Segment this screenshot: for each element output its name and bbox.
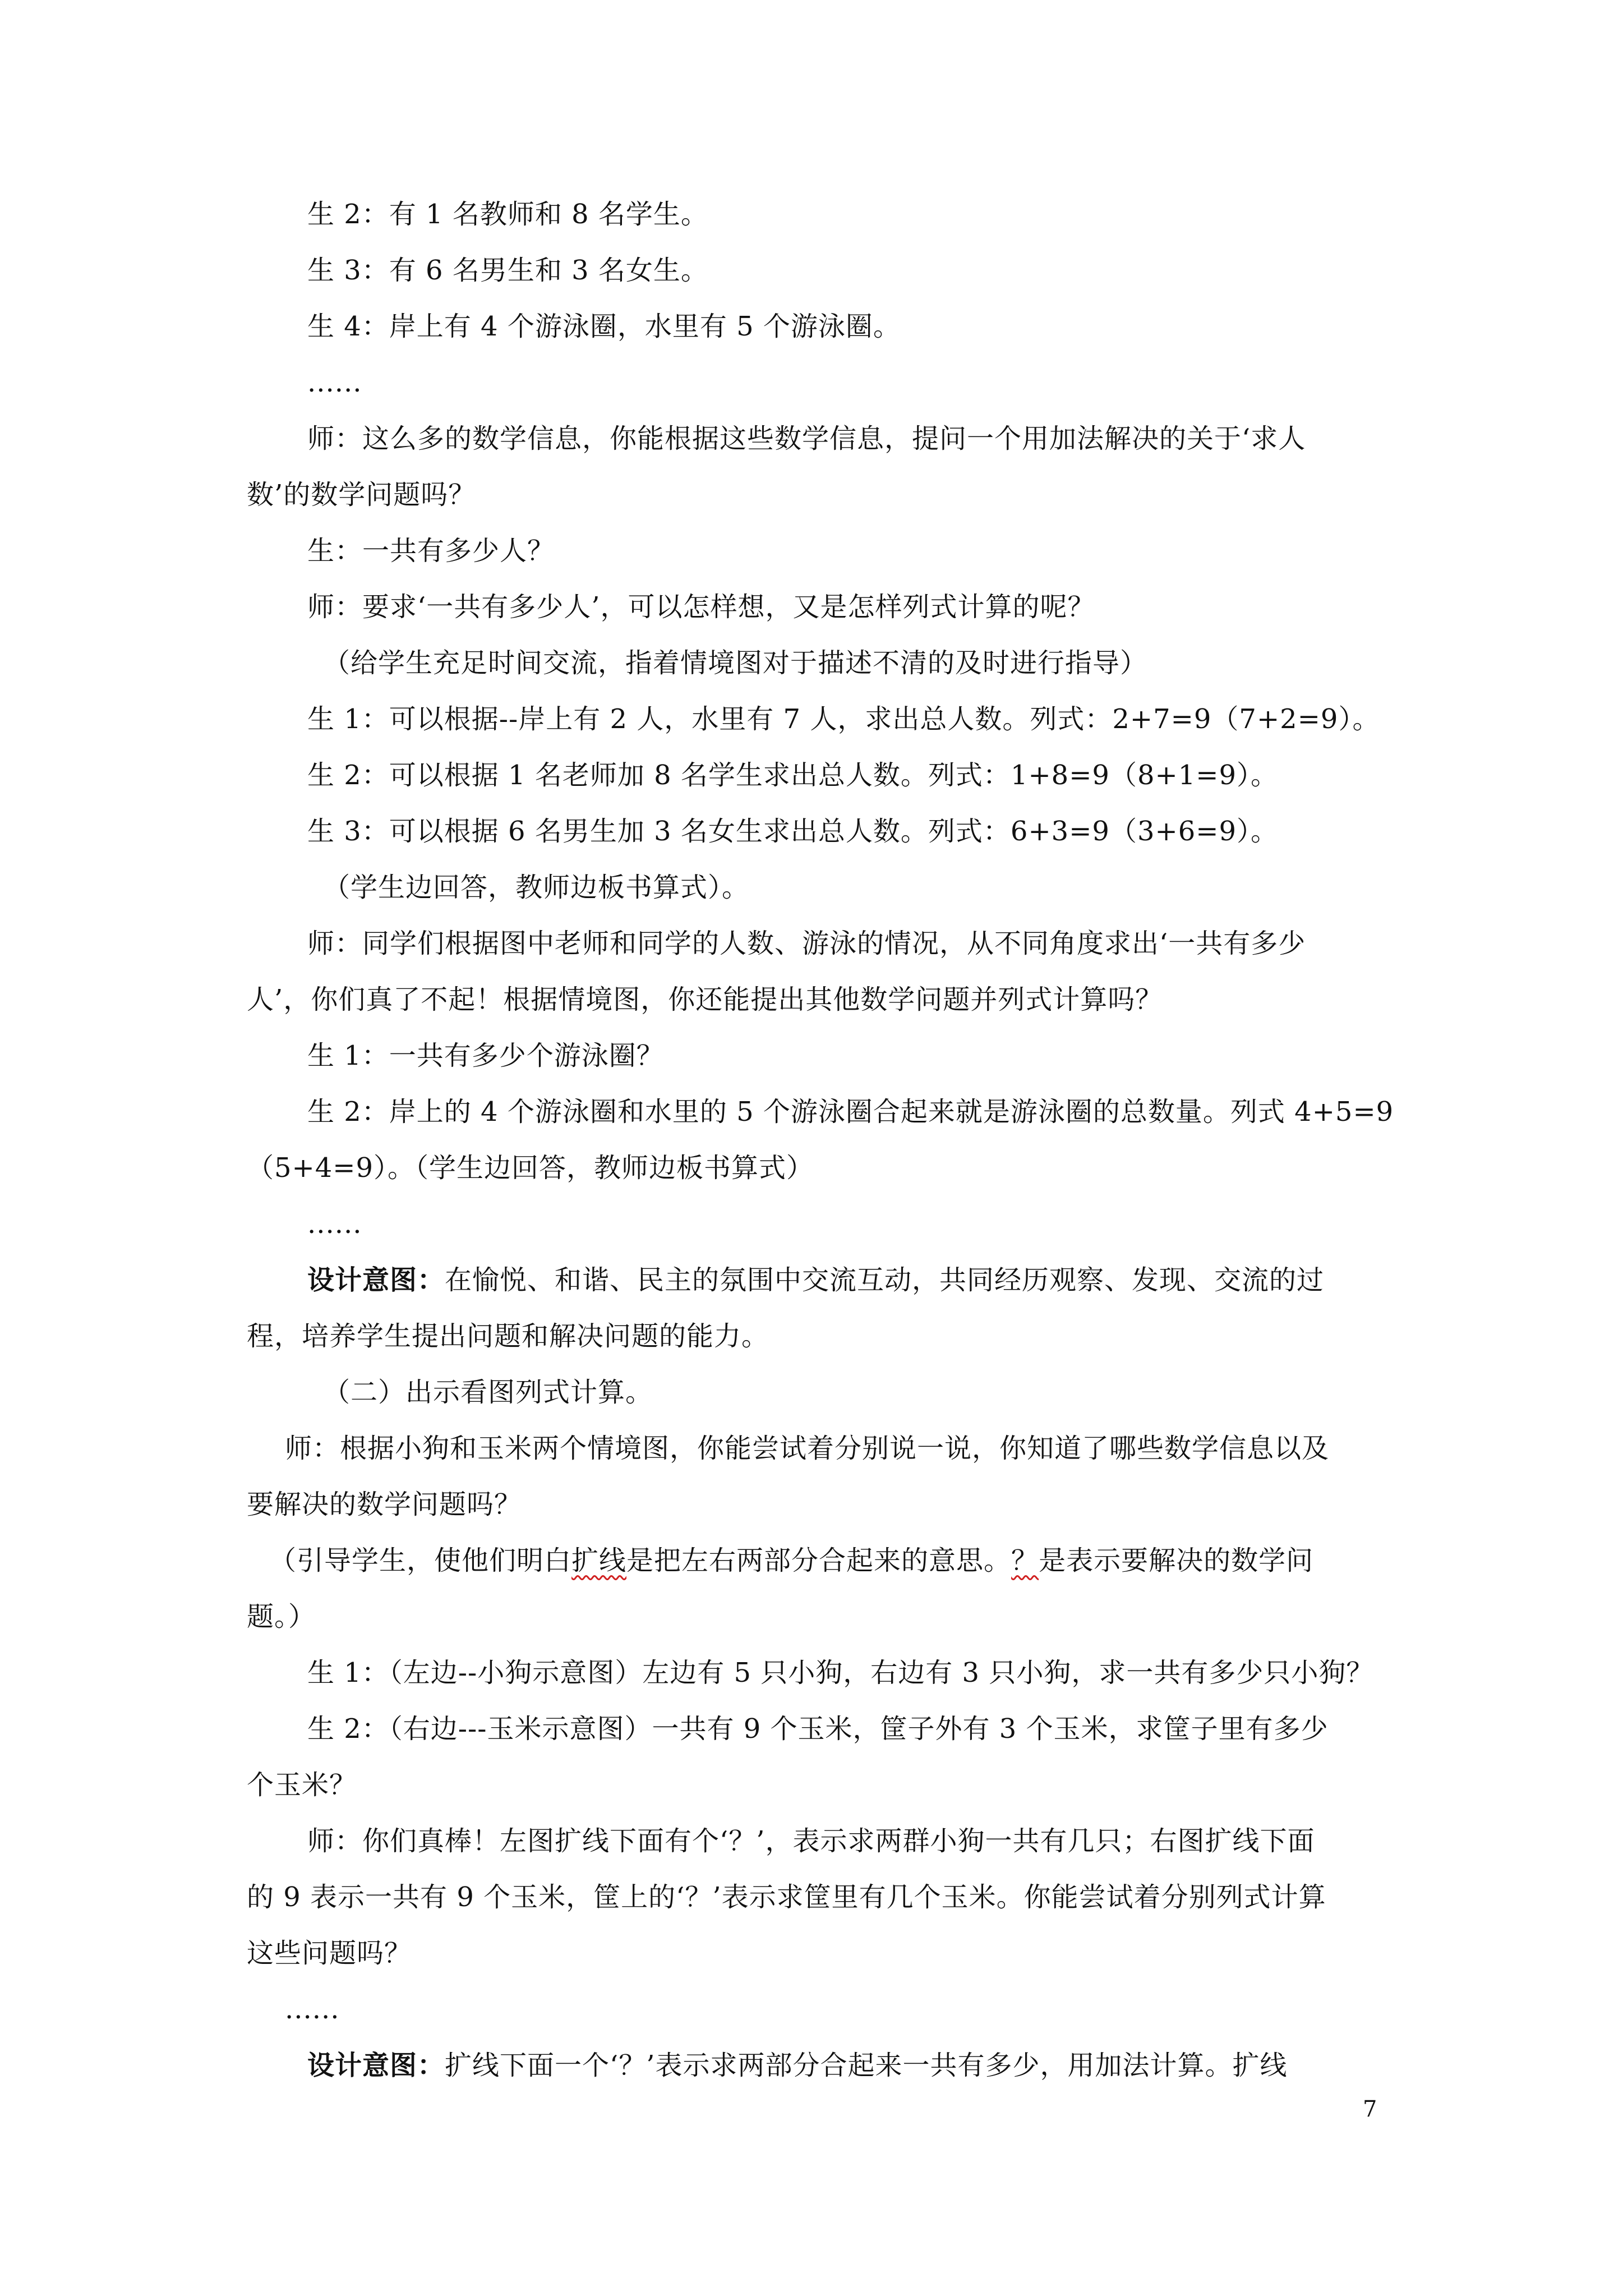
text-line: （5+4=9）。（学生边回答，教师边板书算式） xyxy=(247,1152,814,1184)
guide-text: 是表示要解决的数学问 xyxy=(1039,1545,1314,1576)
design-intent-line xyxy=(307,2049,1385,2082)
text-line: 生 3：有 6 名男生和 3 名女生。 xyxy=(307,255,708,286)
text-line: 数’的数学问题吗？ xyxy=(247,479,476,510)
design-intent-line xyxy=(307,1263,1385,1297)
ellipsis-line: ...... xyxy=(307,367,362,398)
page-number: 7 xyxy=(1363,2096,1377,2122)
text-line: 师：同学们根据图中老师和同学的人数、游泳的情况，从不同角度求出‘一共有多少 xyxy=(307,928,1306,959)
text-line: 生 1：（左边--小狗示意图）左边有 5 只小狗，右边有 3 只小狗，求一共有多少只小狗？ xyxy=(307,1657,1374,1688)
text-line: 的 9 表示一共有 9 个玉米，筐上的‘？’表示求筐里有几个玉米。你能尝试着分别列式计算 xyxy=(247,1881,1326,1913)
guide-text: （引导学生，使他们明白 xyxy=(269,1545,572,1576)
text-line: 生：一共有多少人？ xyxy=(307,535,555,567)
text-line: 生 2：有 1 名教师和 8 名学生。 xyxy=(307,199,708,230)
ellipsis-line: ...... xyxy=(285,1994,340,2025)
design-intent-label: 设计意图： xyxy=(307,1264,445,1296)
text-line: 生 1：可以根据--岸上有 2 人，水里有 7 人，求出总人数。列式：2+7=9（7+2=9）。 xyxy=(307,703,1380,735)
text-line: 人’，你们真了不起！根据情境图，你还能提出其他数学问题并列式计算吗？ xyxy=(247,984,1163,1015)
text-line: 生 4：岸上有 4 个游泳圈，水里有 5 个游泳圈。 xyxy=(307,311,901,342)
text-line: 师：根据小狗和玉米两个情境图，你能尝试着分别说一说，你知道了哪些数学信息以及 xyxy=(285,1433,1330,1464)
text-line: 生 2：（右边---玉米示意图）一共有 9 个玉米，筐子外有 3 个玉米，求筐子里有多少 xyxy=(307,1713,1329,1745)
section-heading: （二）出示看图列式计算。 xyxy=(323,1377,653,1408)
guide-text: 是把左右两部分合起来的意思。 xyxy=(626,1545,1012,1576)
text-line: 生 2：可以根据 1 名老师加 8 名学生求出总人数。列式：1+8=9（8+1=9）。 xyxy=(307,760,1279,791)
text-line: 生 3：可以根据 6 名男生加 3 名女生求出总人数。列式：6+3=9（3+6=9）。 xyxy=(307,816,1279,847)
design-intent-text: 扩线下面一个‘？’表示求两部分合起来一共有多少，用加法计算。扩线 xyxy=(445,2050,1288,2081)
design-intent-text: 在愉悦、和谐、民主的氛围中交流互动，共同经历观察、发现、交流的过 xyxy=(445,1264,1325,1296)
spellcheck-underlined-text: 扩线 xyxy=(571,1545,627,1576)
text-line: 生 2：岸上的 4 个游泳圈和水里的 5 个游泳圈合起来就是游泳圈的总数量。列式 4+5=9 xyxy=(307,1096,1394,1128)
text-line: （学生边回答，教师边板书算式）。 xyxy=(323,872,750,903)
text-line: 程，培养学生提出问题和解决问题的能力。 xyxy=(247,1320,769,1352)
text-line: 要解决的数学问题吗？ xyxy=(247,1489,522,1520)
design-intent-label: 设计意图： xyxy=(307,2050,445,2081)
text-line: 师：你们真棒！左图扩线下面有个‘？’，表示求两群小狗一共有几只；右图扩线下面 xyxy=(307,1825,1315,1857)
text-line: 个玉米？ xyxy=(247,1769,357,1801)
text-line: 师：要求‘一共有多少人’，可以怎样想，又是怎样列式计算的呢？ xyxy=(307,591,1095,623)
text-line: 生 1：一共有多少个游泳圈？ xyxy=(307,1040,664,1071)
ellipsis-line: ...... xyxy=(307,1208,362,1240)
guide-line xyxy=(269,1544,1385,1577)
spellcheck-underlined-text: ？ xyxy=(1011,1545,1039,1576)
text-line: 题。） xyxy=(247,1601,316,1632)
text-line: （给学生充足时间交流，指着情境图对于描述不清的及时进行指导） xyxy=(323,647,1148,679)
text-line: 这些问题吗？ xyxy=(247,1938,412,1969)
text-line: 师：这么多的数学信息，你能根据这些数学信息，提问一个用加法解决的关于‘求人 xyxy=(307,423,1306,454)
